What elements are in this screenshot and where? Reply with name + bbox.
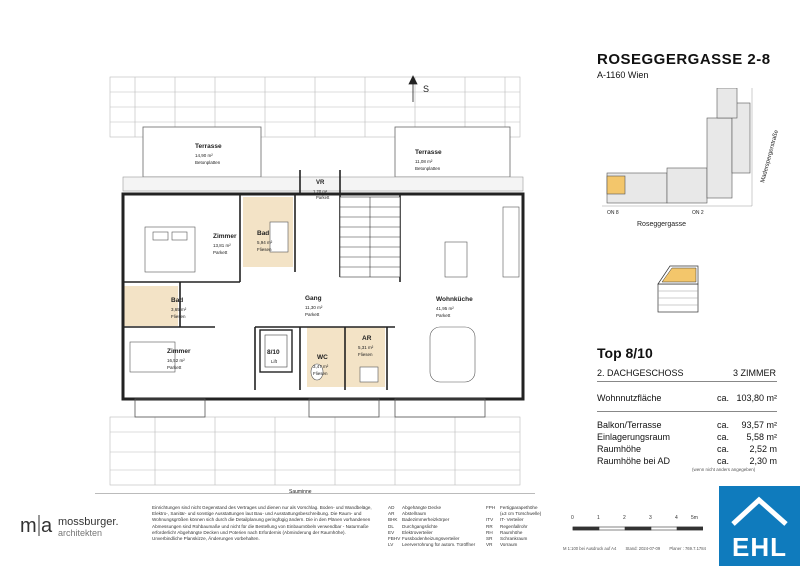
- legend-text: Vorraum: [500, 542, 518, 548]
- living-area-row: [597, 393, 777, 405]
- room-name: Zimmer: [167, 348, 191, 355]
- room-floor: Betonplatten: [415, 166, 441, 171]
- room-area: 3,65 m²: [171, 307, 187, 312]
- height-ca: ca.: [717, 444, 730, 454]
- legend-abbr: LV: [388, 542, 394, 548]
- legend-abbr: AR: [388, 511, 395, 517]
- legend-row: [486, 542, 561, 548]
- scale-tick: 0: [571, 515, 574, 521]
- room-area: 5,31 m²: [358, 345, 374, 350]
- room-area: 1,20 m²: [313, 189, 328, 194]
- legend-abbr: ITV: [486, 517, 494, 523]
- room-name: Terrasse: [195, 143, 222, 150]
- scale-meta-2: Stand: 2024-07-09: [625, 546, 661, 551]
- legend-abbr: RH: [486, 529, 493, 535]
- floor-plan: [95, 72, 535, 502]
- svg-text:m: m: [20, 515, 37, 537]
- site-plan: [602, 88, 782, 228]
- legend-abbr: RR: [486, 523, 493, 529]
- room-name: Terrasse: [415, 149, 442, 156]
- brand-name: mossburger.: [58, 516, 119, 528]
- room-name: AR: [362, 335, 372, 342]
- street-side: Maderspergerstraße: [760, 129, 781, 184]
- legend-text: Abstellraum: [402, 511, 427, 517]
- room-name: 8/10: [267, 349, 280, 356]
- unit-rooms: 3 ZIMMER: [732, 368, 776, 378]
- scale-tick: 5m: [691, 515, 698, 521]
- divider: [597, 381, 777, 382]
- room-floor: Lift: [271, 359, 278, 364]
- unit-floor: 2. DACHGESCHOSS: [597, 368, 684, 378]
- legend-text: Elektroverteiler: [402, 529, 433, 535]
- legend-abbr: AD: [388, 505, 395, 510]
- street-main: Roseggergasse: [637, 221, 687, 228]
- living-area-label: Wohnnutzfläche: [597, 393, 662, 403]
- legend-text: Regenfallrohr: [500, 523, 528, 529]
- legend-text: Schrankraum: [500, 536, 528, 542]
- room-floor: Fliesen: [313, 371, 328, 376]
- project-title: ROSEGGERGASSE 2-8: [597, 51, 771, 68]
- scale-meta-3: Planer : 769.7.1784: [669, 546, 706, 551]
- room-area: 11,30 m²: [305, 305, 323, 310]
- room-name: Bad: [257, 230, 270, 237]
- scale-tick: 4: [675, 515, 678, 521]
- balcony-label: Balkon/Terrasse: [597, 420, 662, 430]
- plan-bottom-label: Sauminne: [289, 489, 312, 495]
- legend-abbr: FBHV: [388, 536, 401, 542]
- legend-abbr: BHK: [388, 517, 398, 523]
- room-floor: Betonplatten: [195, 160, 221, 165]
- site-marker-1: ON 8: [607, 210, 619, 216]
- room-floor: Parkett: [305, 312, 320, 317]
- height-note: (wenn nicht anders angegeben): [692, 467, 756, 472]
- legend-abbr: DL: [388, 523, 394, 529]
- room-floor: Parkett: [213, 250, 228, 255]
- height-ad-value: 2,30 m: [749, 456, 777, 466]
- room-name: Bad: [171, 297, 184, 304]
- legend-abbr: EV: [388, 529, 395, 535]
- legend-left: [388, 505, 478, 548]
- scale-tick: 2: [623, 515, 626, 521]
- living-area-ca: ca.: [717, 393, 730, 403]
- legend-text: Badezimmerheizkörper: [402, 517, 450, 523]
- storage-label: Einlagerungsraum: [597, 432, 671, 442]
- room-name: VR: [316, 180, 325, 186]
- house-icon: [719, 486, 800, 532]
- legend-right: [486, 505, 561, 548]
- legend-text: (±3 cm Türschwelle): [500, 511, 542, 517]
- legend-text: Durchgangslichte: [402, 523, 438, 529]
- ehl-logo-text: EHL: [732, 532, 787, 562]
- room-area: 14,90 m²: [195, 153, 213, 158]
- legend-text: Abgehängte Decke: [402, 505, 442, 510]
- room-area: 16,52 m²: [167, 358, 185, 363]
- room-floor: Fliesen: [358, 352, 373, 357]
- footer-divider: [95, 493, 535, 494]
- disclaimer: Einrichtungen sind nicht Gegenstand des Vertrages und dienen nur als Vorschlag. Boden- und Wandbeläge, Elektro-, Sanitär- und sonstige Ausstattungen laut Bau- und Ausstattungsbeschreibung. Die Raum- und Wohnungsgrößen können sich durch die Detailplanung geringfügig ändern. Die in den Plänen vorhandenen Abmessungen sind Rohbaumaße und nicht für die Bestellung von Einbaumöbeln verwendbar - Naturmaße erforderlich! Abgehängte Decken und Poterien nach Erfordernis (Abminderung der Raumhöhe). Unverbindliche Planskizze, Änderungen vorbehalten.: [152, 505, 372, 542]
- legend-text: IT- Verteiler: [500, 517, 524, 523]
- ehl-logo: [719, 486, 800, 566]
- room-floor: Parkett: [316, 195, 330, 200]
- room-floor: Fliesen: [257, 247, 272, 252]
- balcony-row: [597, 420, 777, 432]
- height-row: [597, 444, 777, 456]
- height-value: 2,52 m: [749, 444, 777, 454]
- height-ad-label: Raumhöhe bei AD: [597, 456, 671, 466]
- divider: [597, 411, 777, 412]
- balcony-value: 93,57 m²: [741, 420, 777, 430]
- room-area: 13,81 m²: [213, 243, 231, 248]
- north-label: S: [423, 84, 430, 94]
- height-label: Raumhöhe: [597, 444, 642, 454]
- project-address: A-1160 Wien: [597, 70, 649, 80]
- scale-tick: 3: [649, 515, 652, 521]
- scale-meta-1: M 1:100 bei Ausdruck auf A4: [563, 546, 617, 551]
- room-area: 3,47 m²: [313, 364, 329, 369]
- storage-value: 5,58 m²: [746, 432, 777, 442]
- scale-meta: [563, 546, 706, 551]
- room-name: Wohnküche: [436, 296, 473, 303]
- room-floor: Parkett: [167, 365, 182, 370]
- unit-title: Top 8/10: [597, 345, 653, 361]
- legend-text: Fertigparapethöhe: [500, 505, 538, 510]
- room-floor: Fliesen: [171, 314, 186, 319]
- architect-mark-icon: [20, 512, 54, 540]
- brand-sub: architekten: [58, 528, 103, 538]
- height-ad-ca: ca.: [717, 456, 730, 466]
- legend-abbr: FPH: [486, 505, 496, 510]
- room-floor: Parkett: [436, 313, 451, 318]
- legend-row: [388, 542, 478, 548]
- living-area-value: 103,80 m²: [736, 393, 777, 403]
- room-name: Zimmer: [213, 233, 237, 240]
- storage-row: [597, 432, 777, 444]
- storage-ca: ca.: [717, 432, 730, 442]
- legend-text: Raumhöhe: [500, 529, 523, 535]
- scale-bar: [563, 507, 703, 547]
- room-area: 5,94 m²: [257, 240, 273, 245]
- legend-text: Leerverrohrung für autom. Türöffner: [402, 542, 476, 548]
- room-name: WC: [317, 354, 328, 361]
- section-thumbnail: [650, 254, 720, 314]
- room-name: Gang: [305, 295, 322, 302]
- site-marker-2: ON 2: [692, 210, 704, 216]
- svg-text:a: a: [41, 515, 53, 537]
- legend-abbr: SR: [486, 536, 493, 542]
- room-area: 11,08 m²: [415, 159, 433, 164]
- room-area: 41,95 m²: [436, 306, 454, 311]
- balcony-ca: ca.: [717, 420, 730, 430]
- scale-tick: 1: [597, 515, 600, 521]
- architect-logo: [20, 512, 145, 540]
- legend-text: Fussbodenheizungsverteiler: [402, 536, 460, 542]
- legend-abbr: VR: [486, 542, 493, 548]
